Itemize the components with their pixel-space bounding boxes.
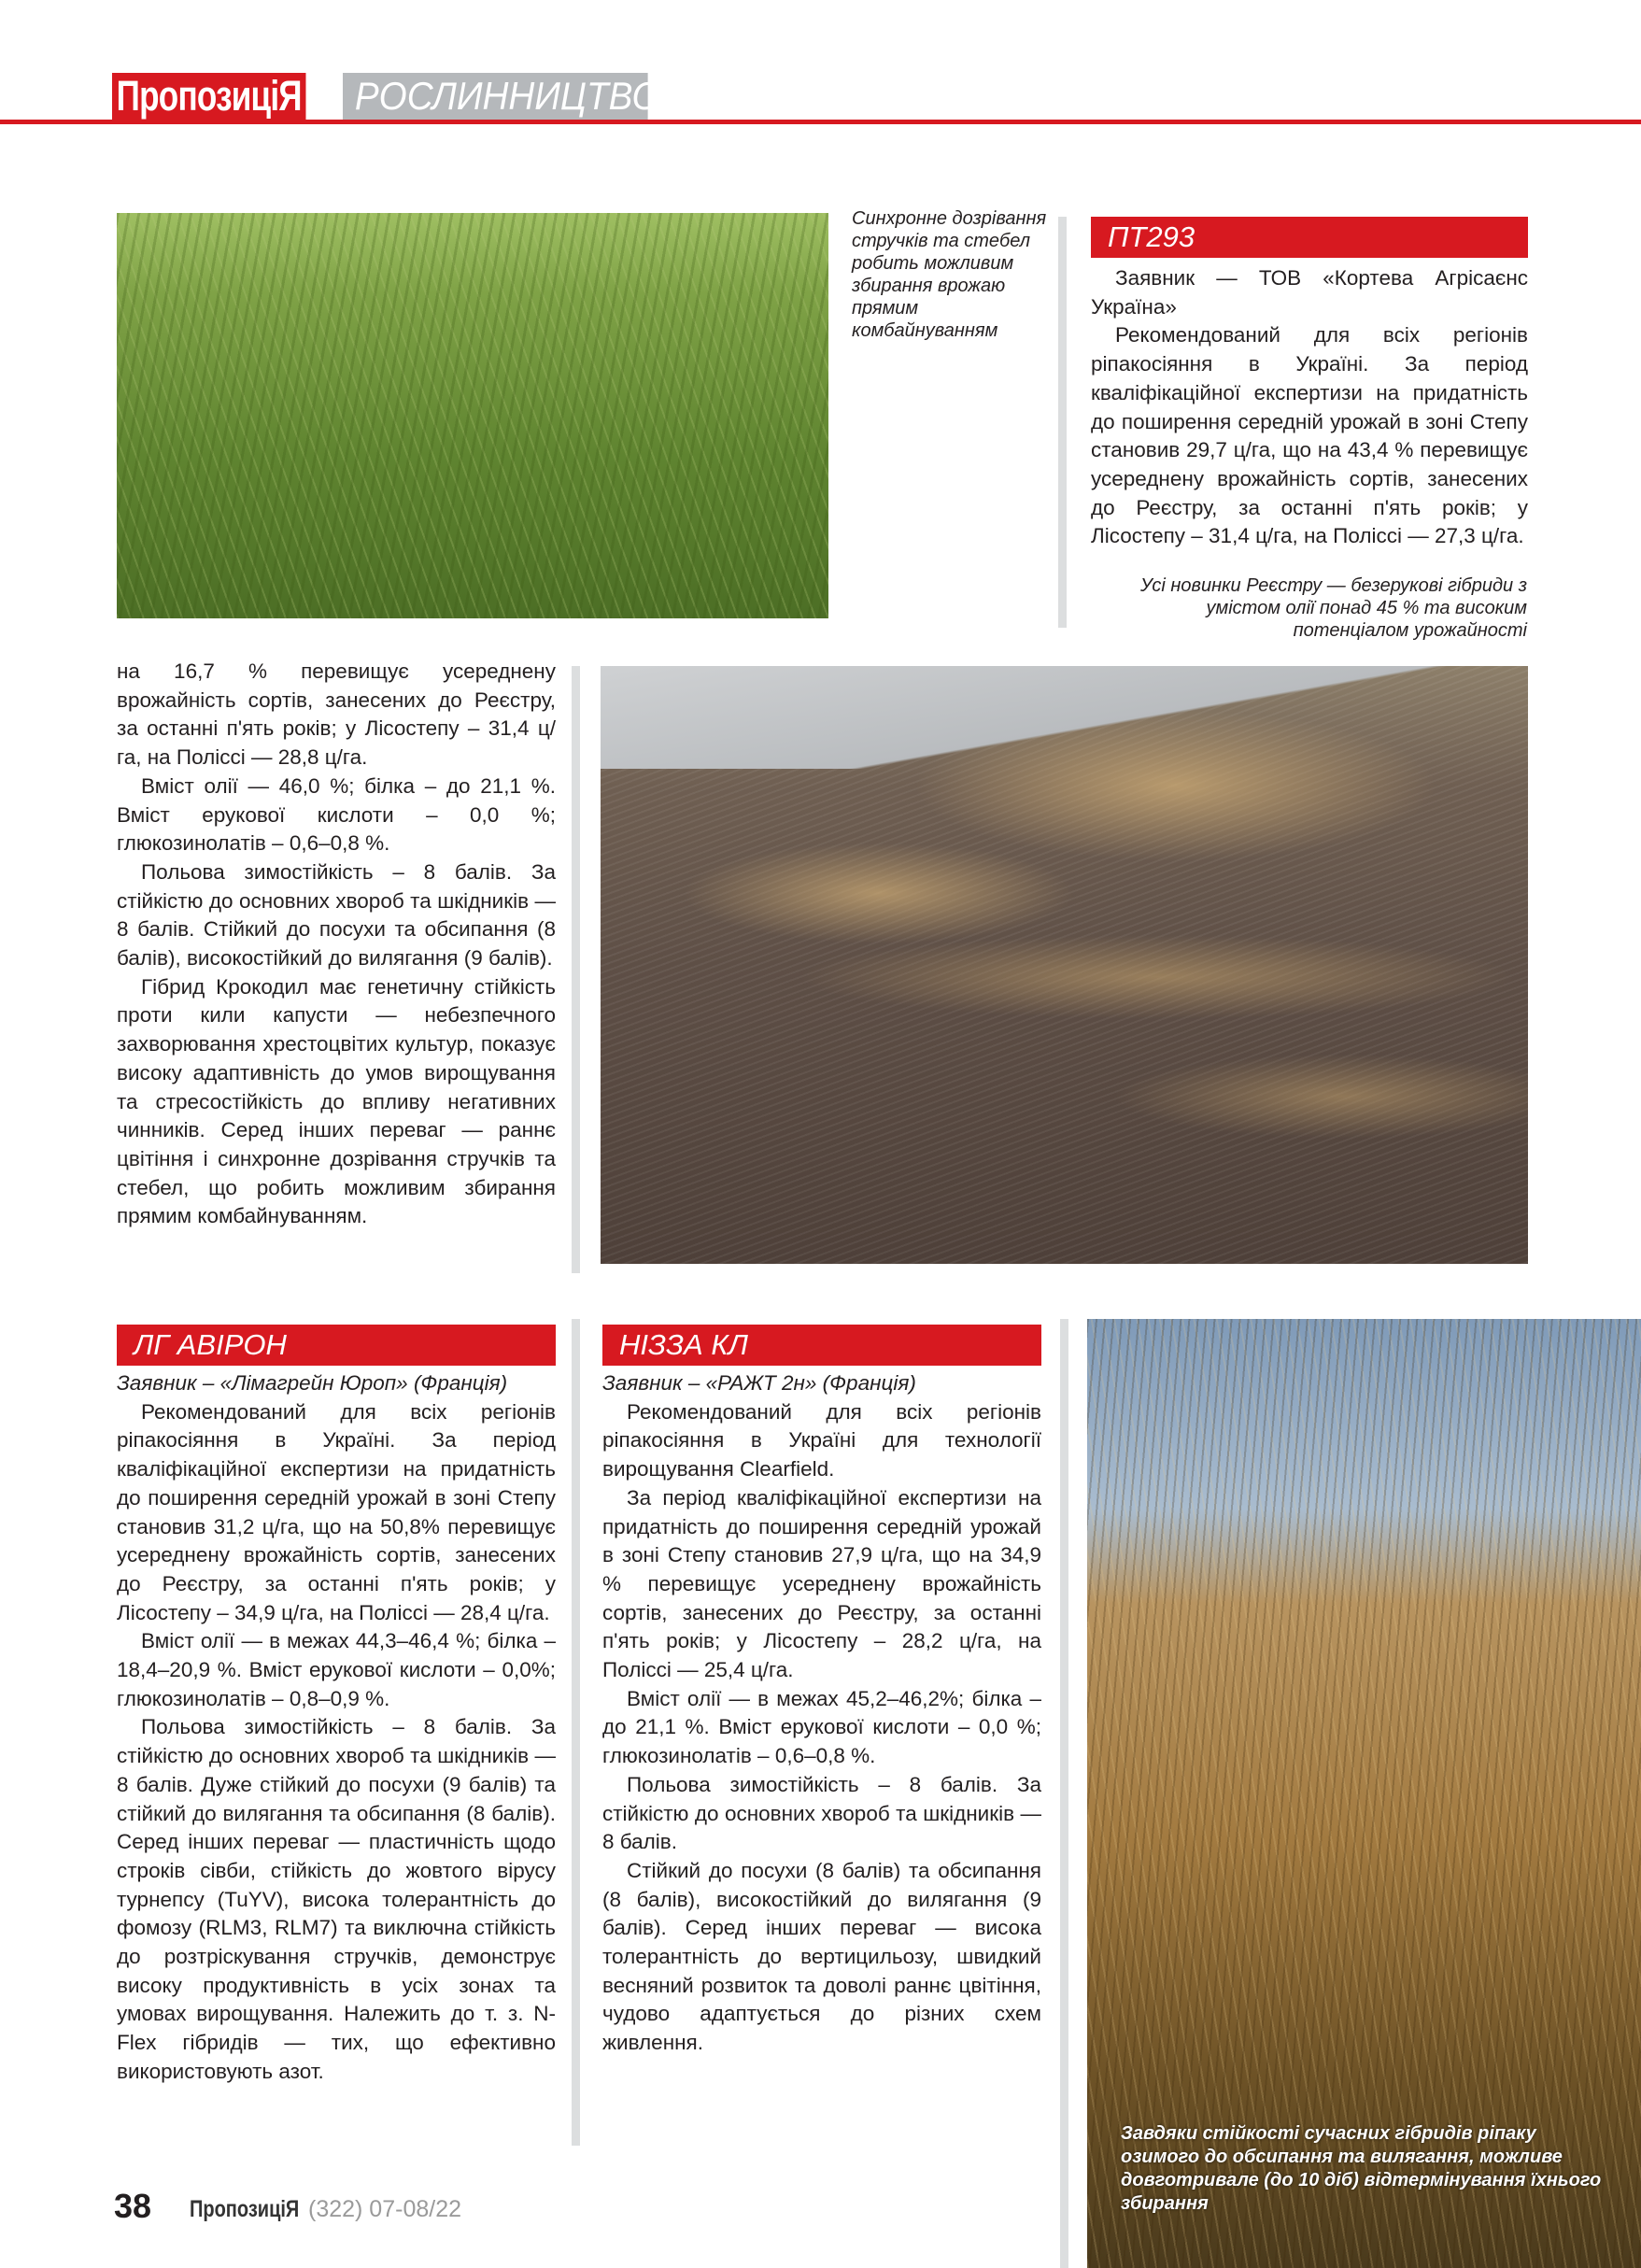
lg-aviron-paragraph: Вміст олії — в межах 44,3–46,4 %; білка – 18,4–20,9 %. Вміст ерукової кислоти – 0,0%; глюкозинолатів – 0,8–0,9 %. — [117, 1629, 556, 1710]
column-divider — [572, 666, 580, 1273]
nizza-paragraph: Вміст олії — в межах 45,2–46,2%; білка – до 21,1 %. Вміст ерукової кислоти – 0,0 %; глюкозинолатів – 0,6–0,8 %. — [602, 1686, 1041, 1768]
lg-aviron-paragraph: Рекомендований для всіх регіонів ріпакосіяння в Україні. За період кваліфікаційної експертизи на придатність до поширення середній урожай в зоні Степу становив 31,2 ц/га, що на 50,8% перевищує усереднену врожайність сортів, занесених до Реєстру, за останні п'ять років; у Лісостепу – 34,9 ц/га, на Поліссі — 28,4 ц/га. — [117, 1399, 556, 1624]
column-divider — [1060, 1319, 1068, 2268]
pt293-paragraph: Рекомендований для всіх регіонів ріпакосіяння в Україні. За період кваліфікаційної експертизи на придатність до поширення середній урожай в зоні Степу становив 29,7 ц/га, що на 43,4 % перевищує усереднену врожайність сортів, занесених до Реєстру, за останні п'ять років; у Лісостепу – 31,4 ц/га, на Поліссі — 27,3 ц/га. — [1091, 323, 1528, 548]
column-divider — [572, 1319, 580, 2146]
nizza-applicant: Заявник – «РАЖТ 2н» (Франція) — [602, 1371, 916, 1395]
lg-aviron-body — [117, 1369, 556, 2087]
ripe-rapeseed-field-photo — [1087, 1319, 1641, 2268]
footer-logo: ПропозиціЯ — [190, 2196, 300, 2222]
pt293-body — [1091, 264, 1528, 551]
column-divider — [1058, 217, 1067, 628]
continued-paragraph: Вміст олії — 46,0 %; білка – до 21,1 %. Вміст ерукової кислоти – 0,0 %; глюкозинолатів – 0,6–0,8 %. — [117, 773, 556, 856]
nizza-paragraph: Стійкий до посухи (8 балів) та обсипання (8 балів), високостійкий до вилягання (9 балів). Серед інших переваг — висока толерантність до вертицильозу, швидкий весняний розвиток та доволі раннє цвітіння, чудово адаптується до різних схем живлення. — [602, 1858, 1041, 2055]
nizza-paragraph: Польова зимостійкість – 8 балів. За стійкістю до основних хвороб та шкідників — 8 балів. — [602, 1772, 1041, 1854]
section-title: РОСЛИННИЦТВО — [343, 73, 648, 120]
rapeseed-green-field-photo — [117, 213, 828, 618]
continued-paragraph: на 16,7 % перевищує усереднену врожайність сортів, занесених до Реєстру, за останні п'ять років; у Лісостепу – 31,4 ц/га, на Поліссі — 28,8 ц/га. — [117, 659, 556, 770]
footer-issue: (322) 07-08/22 — [308, 2196, 462, 2222]
green-photo-caption: Синхронне дозрівання стручків та стебел робить можливим збирання врожаю прямим комбайнуванням — [852, 208, 1047, 341]
continued-paragraph: Гібрид Крокодил має генетичну стійкість проти кили капусти — небезпечного захворювання хрестоцвітих культур, показує високу адаптивність до умов вирощування та стресостійкість до впливу негативних чинників. Серед інших переваг — раннє цвітіння і синхронне дозрівання стручків та стебел, що робить можливим збирання прямим комбайнуванням. — [117, 974, 556, 1228]
pt293-heading: ПТ293 — [1091, 217, 1528, 258]
page-number: 38 — [114, 2187, 152, 2225]
lg-aviron-applicant: Заявник – «Лімагрейн Юроп» (Франція) — [117, 1371, 508, 1395]
seeds-photo-caption: Усі новинки Реєстру — безерукові гібриди з умістом олії понад 45 % та високим потенціалом урожайності — [1140, 575, 1527, 641]
nizza-heading: НІЗЗА КЛ — [602, 1325, 1041, 1366]
lg-aviron-paragraph: Польова зимостійкість – 8 балів. За стійкістю до основних хвороб та шкідників — 8 балів. Дуже стійкий до посухи (9 балів) та стійкий до вилягання та обсипання (8 балів). Серед інших переваг — пластичність щодо строків сівби, стійкість до жовтого вірусу турнепсу (TuYV), висока толерантність до фомозу (RLM3, RLM7) та виключна стійкість до розтріскування стручків, демонструє високу продуктивність в усіх зонах та умовах вирощування. Належить до т. з. N-Flex гібридів — тих, що ефективно використовують азот. — [117, 1715, 556, 2083]
continued-paragraph: Польова зимостійкість – 8 балів. За стійкістю до основних хвороб та шкідників — 8 балів. Стійкий до посухи та обсипання (8 балів), високостійкий до вилягання (9 балів). — [117, 859, 556, 971]
pt293-applicant: Заявник — ТОВ «Кортева Агрісаєнс Україна» — [1091, 266, 1528, 319]
magazine-logo: ПропозиціЯ — [112, 73, 305, 120]
dry-photo-caption: Завдяки стійкості сучасних гібридів ріпаку озимого до обсипання та вилягання, можливе довготривале (до 10 діб) відтермінування їхнього збирання — [1121, 2123, 1602, 2214]
nizza-paragraph: За період кваліфікаційної експертизи на придатність до поширення середній урожай в зоні Степу становив 27,9 ц/га, що на 34,9 % перевищує усереднену врожайність сортів, занесених до Реєстру, за останні п'ять років; у Лісостепу – 28,2 ц/га, на Поліссі — 25,4 ц/га. — [602, 1485, 1041, 1682]
nizza-paragraph: Рекомендований для всіх регіонів ріпакосіяння в Україні для технології вирощування Clearfield. — [602, 1399, 1041, 1481]
nizza-body — [602, 1369, 1041, 2058]
header-rule — [0, 120, 1641, 124]
continued-article-body — [117, 658, 556, 1231]
lg-aviron-heading: ЛГ АВІРОН — [117, 1325, 556, 1366]
rapeseed-grain-pile-photo — [601, 666, 1528, 1264]
